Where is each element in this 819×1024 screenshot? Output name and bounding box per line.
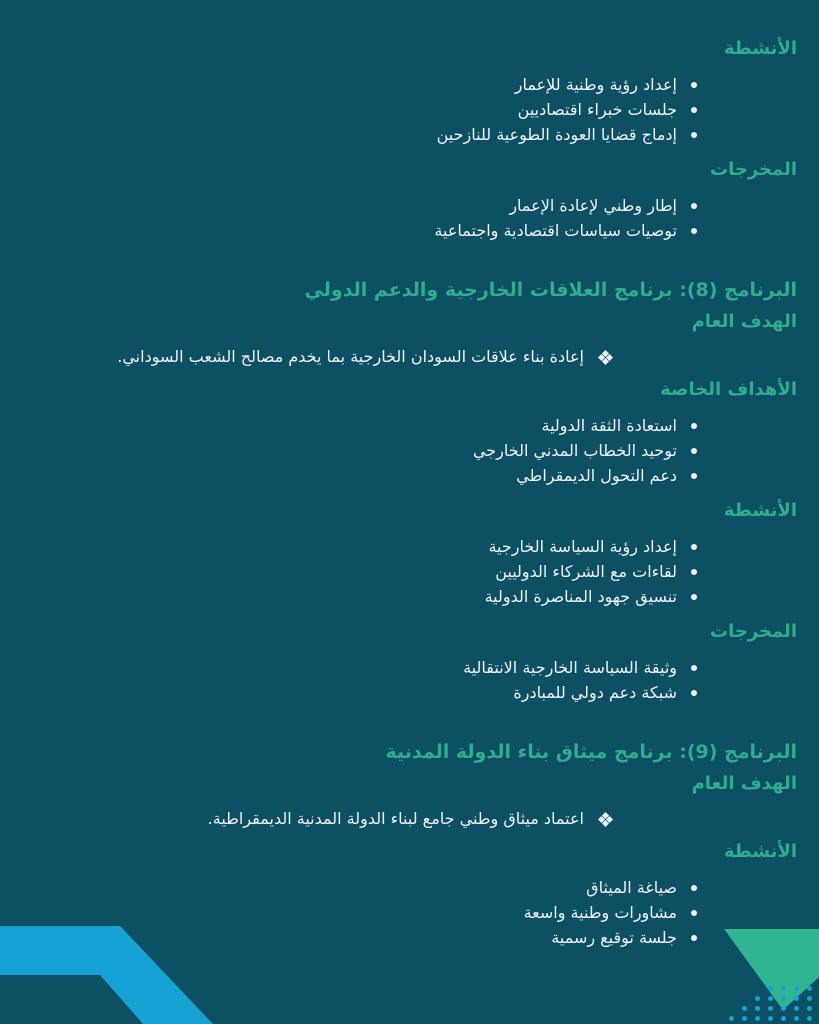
bullet-text: إعداد رؤية السياسة الخارجية	[488, 537, 677, 556]
bullet-dot-icon	[691, 935, 697, 941]
bullet-dot-icon	[691, 885, 697, 891]
dot-row	[755, 996, 812, 1001]
list-item	[22, 413, 697, 438]
diamond-bullet-icon	[599, 351, 612, 364]
bullet-dot-icon	[691, 82, 697, 88]
activities-list-p8	[22, 534, 797, 609]
list-item	[22, 655, 697, 680]
heading-outputs-p7: المخرجات	[710, 159, 797, 180]
dot-icon	[755, 1016, 760, 1021]
bullet-dot-icon	[691, 665, 697, 671]
bullet-dot-icon	[691, 228, 697, 234]
list-item	[22, 900, 697, 925]
bullet-dot-icon	[691, 544, 697, 550]
dot-icon	[807, 1016, 812, 1021]
heading-specific-goals-p8: الأهداف الخاصة	[660, 379, 797, 400]
bullet-text: إطار وطني لإعادة الإعمار	[509, 196, 677, 215]
dot-icon	[807, 1006, 812, 1011]
heading-general-goal-p8: الهدف العام	[691, 311, 797, 332]
dot-icon	[794, 996, 799, 1001]
bullet-text: جلسة توقيع رسمية	[551, 928, 677, 947]
list-item	[22, 680, 697, 705]
dot-icon	[742, 1006, 747, 1011]
list-item	[22, 875, 697, 900]
dot-icon	[768, 1016, 773, 1021]
dot-icon	[755, 1006, 760, 1011]
list-item	[22, 72, 697, 97]
heading-general-goal-p9: الهدف العام	[691, 773, 797, 794]
dot-icon	[742, 1016, 747, 1021]
bullet-dot-icon	[691, 203, 697, 209]
program-8-title: البرنامج (8): برنامج العلاقات الخارجية والدعم الدولي	[304, 279, 797, 301]
dot-icon	[807, 996, 812, 1001]
list-item	[22, 218, 697, 243]
bullet-dot-icon	[691, 473, 697, 479]
dot-row	[742, 1006, 812, 1011]
dot-icon	[794, 1006, 799, 1011]
specific-goals-list-p8	[22, 413, 797, 488]
bullet-text: مشاورات وطنية واسعة	[523, 903, 677, 922]
outputs-list-p8	[22, 655, 797, 705]
bullet-dot-icon	[691, 569, 697, 575]
list-item	[22, 97, 697, 122]
dot-icon	[781, 1016, 786, 1021]
list-item	[22, 559, 697, 584]
bullet-text: وثيقة السياسة الخارجية الانتقالية	[463, 658, 677, 677]
bullet-text: دعم التحول الديمقراطي	[516, 466, 677, 485]
bullet-text: توصيات سياسات اقتصادية واجتماعية	[434, 221, 677, 240]
list-item	[22, 122, 697, 147]
bullet-text: توحيد الخطاب المدني الخارجي	[472, 441, 677, 460]
dot-icon	[781, 986, 786, 991]
diamond-bullet-icon	[599, 813, 612, 826]
bullet-text: إعداد رؤية وطنية للإعمار	[514, 75, 677, 94]
dot-icon	[807, 986, 812, 991]
bullet-text: جلسات خبراء اقتصاديين	[517, 100, 677, 119]
general-goal-p9	[22, 807, 797, 831]
dot-icon	[794, 1016, 799, 1021]
list-item	[22, 438, 697, 463]
bullet-text: استعادة الثقة الدولية	[541, 416, 677, 435]
outputs-list-p7	[22, 193, 797, 243]
dot-icon	[755, 996, 760, 1001]
general-goal-p8	[22, 345, 797, 369]
activities-list-p9	[22, 875, 797, 950]
activities-list-p7	[22, 72, 797, 147]
program-9-title: البرنامج (9): برنامج ميثاق بناء الدولة المدنية	[385, 741, 797, 763]
bullet-text: تنسيق جهود المناصرة الدولية	[484, 587, 677, 606]
list-item	[22, 463, 697, 488]
list-item	[22, 584, 697, 609]
dot-icon	[768, 1006, 773, 1011]
dot-row	[729, 1016, 812, 1021]
general-goal-text: اعتماد ميثاق وطني جامع لبناء الدولة المدنية الديمقراطية.	[207, 809, 584, 828]
heading-outputs-p8: المخرجات	[710, 621, 797, 642]
dot-icon	[781, 1006, 786, 1011]
bullet-dot-icon	[691, 690, 697, 696]
general-goal-text: إعادة بناء علاقات السودان الخارجية بما يخدم مصالح الشعب السوداني.	[117, 347, 584, 366]
bullet-text: لقاءات مع الشركاء الدوليين	[495, 562, 677, 581]
bullet-dot-icon	[691, 594, 697, 600]
dot-icon	[768, 996, 773, 1001]
heading-activities-p7: الأنشطة	[723, 38, 797, 59]
list-item	[22, 193, 697, 218]
dot-row	[768, 986, 812, 991]
bullet-dot-icon	[691, 107, 697, 113]
bullet-dot-icon	[691, 423, 697, 429]
list-item	[22, 534, 697, 559]
bullet-text: صياغة الميثاق	[586, 878, 677, 897]
bullet-text: شبكة دعم دولي للمبادرة	[513, 683, 677, 702]
dot-icon	[729, 1016, 734, 1021]
heading-activities-p8: الأنشطة	[723, 500, 797, 521]
bullet-dot-icon	[691, 910, 697, 916]
bullet-dot-icon	[691, 448, 697, 454]
dot-icon	[781, 996, 786, 1001]
dots-pattern	[729, 986, 812, 1021]
bullet-dot-icon	[691, 132, 697, 138]
dot-icon	[768, 986, 773, 991]
heading-activities-p9: الأنشطة	[723, 841, 797, 862]
dot-icon	[794, 986, 799, 991]
bullet-text: إدماج قضايا العودة الطوعية للنازحين	[436, 125, 677, 144]
